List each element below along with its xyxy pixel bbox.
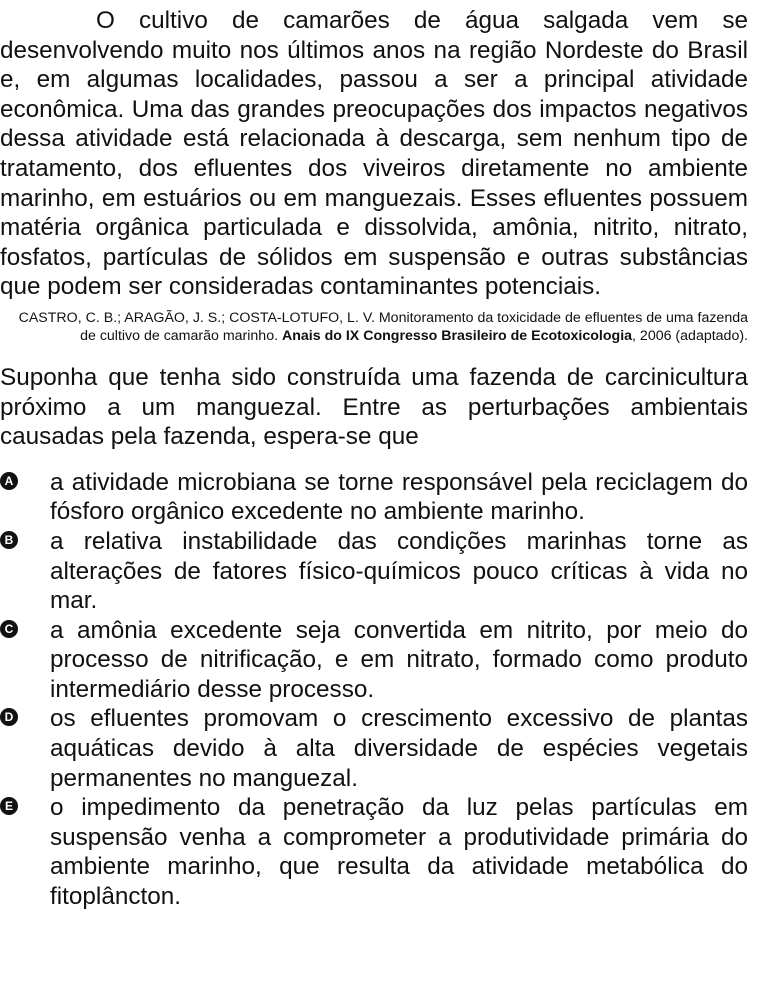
option-d[interactable] — [0, 704, 748, 793]
option-d-text: os efluentes promovam o crescimento excessivo de plantas aquáticas devido à alta diversidade de espécies vegetais permanentes no manguezal. — [50, 705, 748, 792]
option-c-text: a amônia excedente seja convertida em nitrito, por meio do processo de nitrificação, e em nitrato, formado como produto intermediário desse processo. — [50, 616, 748, 703]
option-a[interactable] — [0, 468, 748, 527]
option-e[interactable] — [0, 793, 748, 911]
option-b-text: a relativa instabilidade das condições marinhas torne as alterações de fatores físico-químicos pouco críticas à vida no mar. — [50, 527, 748, 615]
option-c[interactable] — [0, 616, 748, 705]
citation — [0, 309, 748, 345]
option-e-text: o impedimento da penetração da luz pelas partículas em suspensão venha a comprometer a produtividade primária do ambiente marinho, que resulta da atividade metabólica do fitoplâncton. — [50, 794, 748, 911]
option-e-letter-badge: E — [0, 797, 18, 815]
passage-paragraph: O cultivo de camarões de água salgada vem se desenvolvendo muito nos últimos anos na região Nordeste do Brasil e, em algumas localidades, passou a ser a principal atividade econômica. Uma das grandes preocupações dos impactos negativos dessa atividade está relacionada à descarga, sem nenhum tipo de tratamento, dos efluentes dos viveiros diretamente no ambiente marinho, em estuários ou em manguezais. Esses efluentes possuem matéria orgânica particulada e dissolvida, amônia, nitrito, nitrato, fosfatos, partículas de sólidos em suspensão e outras substâncias que podem ser consideradas contaminantes potenciais. — [0, 7, 748, 301]
citation-authors-title: CASTRO, C. B.; ARAGÃO, J. S.; COSTA-LOTUFO, L. V. Monitoramento da toxicidade de efluentes de uma fazenda de cultivo de camarão marinho. — [18, 309, 748, 344]
document-page — [0, 6, 748, 912]
option-d-letter-badge: D — [0, 708, 18, 726]
answer-options — [0, 468, 748, 912]
option-c-letter-badge: C — [0, 620, 18, 638]
option-a-letter-badge: A — [0, 472, 18, 490]
option-b[interactable] — [0, 527, 748, 616]
citation-suffix: , 2006 (adaptado). — [632, 327, 748, 344]
option-b-letter-badge: B — [0, 531, 18, 549]
citation-source: Anais do IX Congresso Brasileiro de Ecotoxicologia — [282, 327, 633, 344]
question-stem: Suponha que tenha sido construída uma fazenda de carcinicultura próximo a um manguezal. Entre as perturbações ambientais causadas pela fazenda, espera-se que — [0, 363, 748, 451]
option-a-text: a atividade microbiana se torne responsável pela reciclagem do fósforo orgânico excedente no ambiente marinho. — [50, 468, 748, 526]
